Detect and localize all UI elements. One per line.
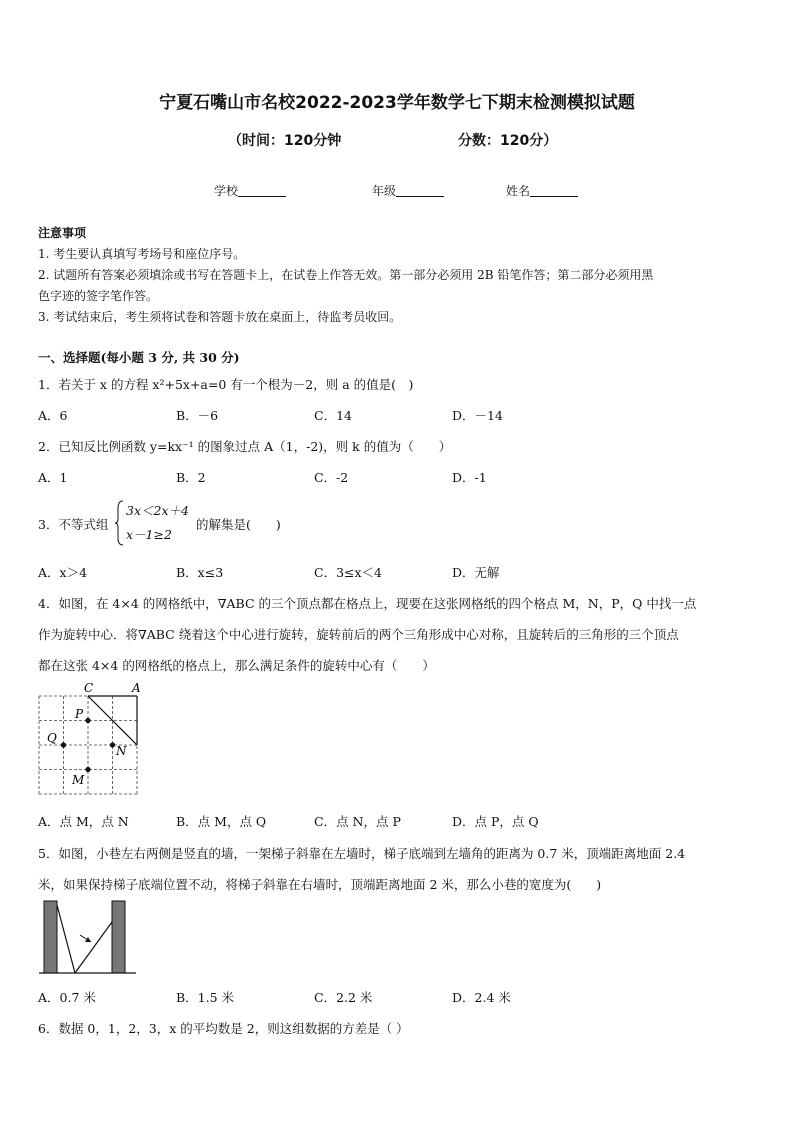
point-n <box>110 742 115 747</box>
q4-grid-figure <box>30 680 150 796</box>
ladder-left <box>57 905 75 973</box>
q4-option-b: B．点 M，点 Q <box>176 814 267 829</box>
q3-inequality-2: x－1≥2 <box>126 527 172 542</box>
q5-option-c: C．2.2 米 <box>314 990 373 1005</box>
q6-stem: 6．数据 0，1，2，3，x 的平均数是 2，则这组数据的方差是（ ） <box>38 1021 409 1036</box>
left-wall <box>44 901 57 973</box>
q1-stem: 1．若关于 x 的方程 x²+5x+a=0 有一个根为－2，则 a 的值是( ) <box>38 377 414 392</box>
q5-stem-line: 米，如果保持梯子底端位置不动，将梯子斜靠在右墙时，顶端距离地面 2 米，那么小巷的宽度为( ) <box>38 877 602 892</box>
q5-option-b: B．1.5 米 <box>176 990 235 1005</box>
q3-option-a: A．x＞4 <box>38 565 88 580</box>
note-item: 1. 考生要认真填写考场号和座位序号。 <box>38 247 246 261</box>
label-n: N <box>116 744 127 758</box>
time-info: （时间：120分钟 <box>228 133 342 149</box>
right-wall <box>112 901 125 973</box>
arrow-head-icon <box>85 937 91 942</box>
q3-option-b: B．x≤3 <box>176 565 224 580</box>
page-title: 宁夏石嘴山市名校2022-2023学年数学七下期末检测模拟试题 <box>159 93 635 113</box>
grade-field: 年级 <box>372 182 444 199</box>
school-field: 学校 <box>214 182 286 199</box>
q4-option-a: A．点 M，点 N <box>38 814 129 829</box>
q5-option-a: A．0.7 米 <box>38 990 96 1005</box>
label-p: P <box>75 707 84 721</box>
ladder-right <box>75 922 112 973</box>
name-field: 姓名 <box>506 182 578 199</box>
notes-header: 注意事项 <box>38 226 87 240</box>
q2-option-d: D．-1 <box>452 470 487 485</box>
label-a: A <box>132 681 141 695</box>
q2-stem: 2．已知反比例函数 y=kx⁻¹ 的图象过点 A（1，-2)，则 k 的值为（ ） <box>38 439 452 454</box>
q3-brace-icon <box>115 500 125 546</box>
q2-option-c: C．-2 <box>314 470 349 485</box>
q3-stem-pre: 3．不等式组 <box>38 517 109 532</box>
point-q <box>61 742 66 747</box>
q1-option-d: D．－14 <box>452 408 503 423</box>
q3-option-d: D．无解 <box>452 565 500 580</box>
note-item: 3. 考试结束后，考生须将试卷和答题卡放在桌面上，待监考员收回。 <box>38 310 402 324</box>
q2-option-b: B．2 <box>176 470 206 485</box>
q4-stem-line: 作为旋转中心．将∇ABC 绕着这个中心进行旋转，旋转前后的两个三角形成中心对称，且旋转后的三角形的三个顶点 <box>38 627 679 642</box>
q4-option-d: D．点 P，点 Q <box>452 814 539 829</box>
q4-stem-line: 4．如图，在 4×4 的网格纸中，∇ABC 的三个顶点都在格点上，现要在这张网格纸的四个格点 M，N，P，Q 中找一点 <box>38 596 697 611</box>
q3-inequality-1: 3x＜2x＋4 <box>126 503 189 518</box>
note-item: 2. 试题所有答案必须填涂或书写在答题卡上，在试卷上作答无效。第一部分必须用 2B 铅笔作答；第二部分必须用黑 <box>38 268 654 282</box>
score-info: 分数：120分） <box>458 133 558 149</box>
label-q: Q <box>47 731 57 745</box>
q4-stem-line: 都在这张 4×4 的网格纸的格点上，那么满足条件的旋转中心有（ ） <box>38 658 435 673</box>
q1-option-c: C．14 <box>314 408 352 423</box>
q5-option-d: D．2.4 米 <box>452 990 511 1005</box>
label-m: M <box>72 773 85 787</box>
note-item: 色字迹的签字笔作答。 <box>38 289 159 303</box>
point-m <box>85 767 90 772</box>
q5-stem-line: 5．如图，小巷左右两侧是竖直的墙，一架梯子斜靠在左墙时，梯子底端到左墙角的距离为 0.7 米，顶端距离地面 2.4 <box>38 846 686 861</box>
section-heading: 一、选择题(每小题 3 分, 共 30 分) <box>38 350 240 365</box>
q5-alley-figure <box>36 896 140 980</box>
q1-option-a: A．6 <box>38 408 68 423</box>
q3-stem-post: 的解集是( ) <box>196 517 281 532</box>
label-c: C <box>84 681 94 695</box>
point-p <box>85 718 90 723</box>
q2-option-a: A．1 <box>38 470 68 485</box>
q4-option-c: C．点 N，点 P <box>314 814 401 829</box>
q3-option-c: C．3≤x＜4 <box>314 565 382 580</box>
q1-option-b: B．－6 <box>176 408 219 423</box>
